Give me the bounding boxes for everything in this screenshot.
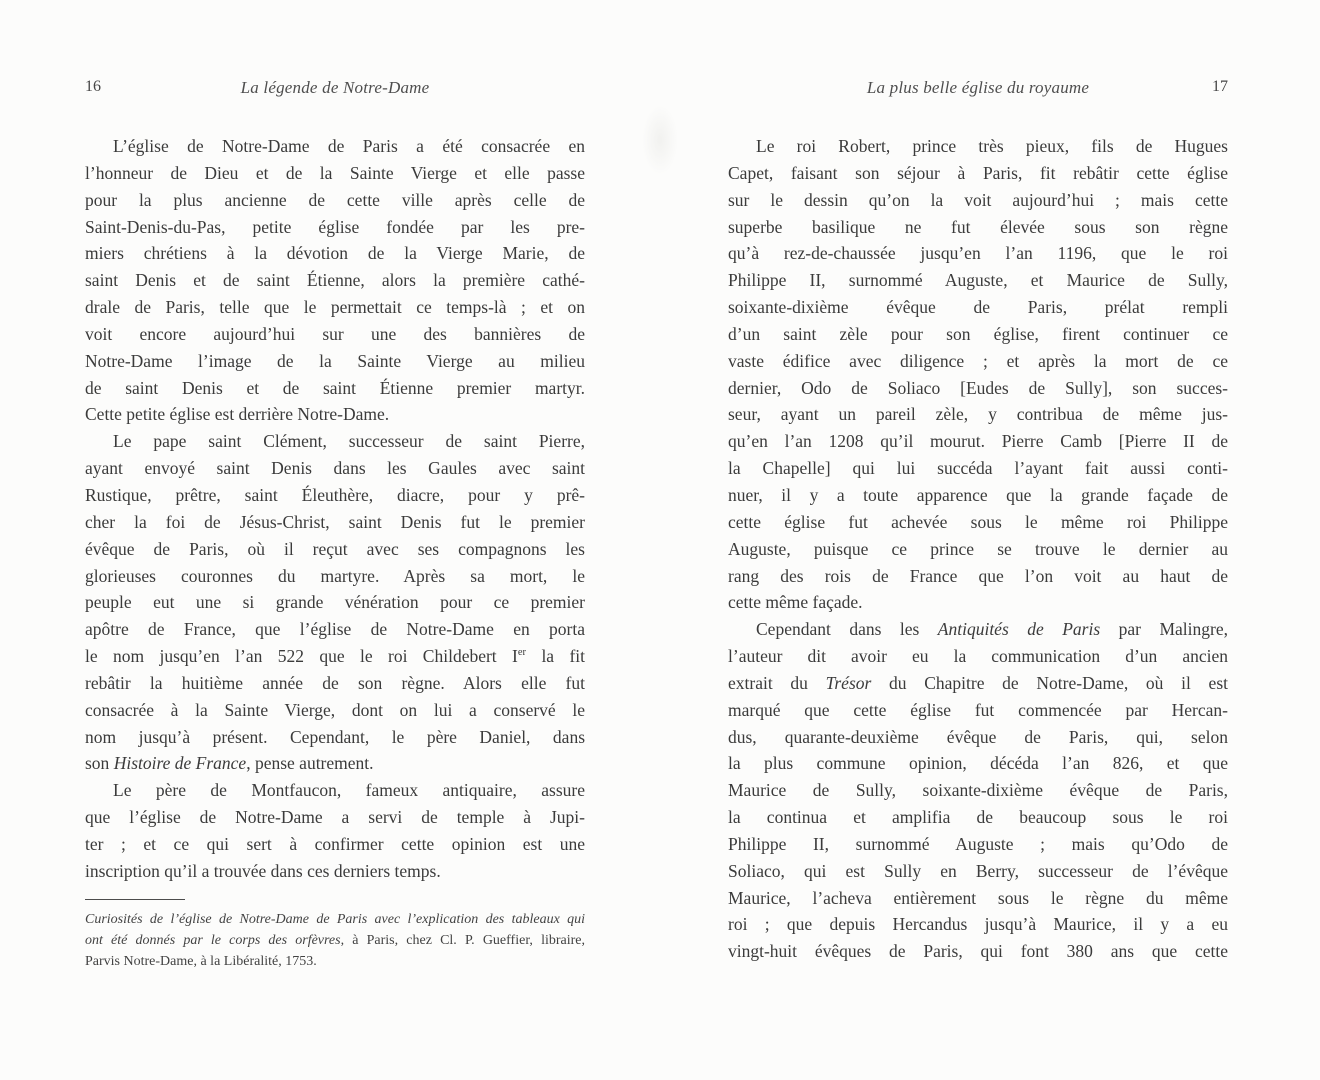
text-line: Auguste, puisque ce prince se trouve le dernier au bbox=[728, 538, 1228, 559]
text-line: Saint-Denis-du-Pas, petite église fondée par les pre- bbox=[85, 216, 585, 237]
text-line: cher la foi de Jésus-Christ, saint Denis fut le premier bbox=[85, 511, 585, 532]
left-page bbox=[85, 78, 585, 973]
text-line: miers chrétiens à la dévotion de la Vierge Marie, de bbox=[85, 243, 585, 264]
text-line: Maurice de Sully, soixante-dixième évêque de Paris, bbox=[728, 780, 1228, 801]
text-line: extrait du Trésor du Chapitre de Notre-Dame, où il est bbox=[728, 672, 1228, 693]
text-line: Cependant dans les Antiquités de Paris par Malingre, bbox=[756, 619, 1228, 640]
page-gutter-shadow bbox=[642, 105, 678, 175]
italic-text: Histoire de France bbox=[113, 753, 247, 774]
footnote-rule bbox=[85, 899, 185, 900]
text-line: Rustique, prêtre, saint Éleuthère, diacre, pour y prê- bbox=[85, 484, 585, 505]
text-line: voit encore aujourd’hui sur une des bannières de bbox=[85, 323, 585, 344]
text-line: nom jusqu’à présent. Cependant, le père Daniel, dans bbox=[85, 726, 585, 747]
right-page-number: 17 bbox=[1212, 78, 1228, 95]
text-line: consacrée à la Sainte Vierge, dont on lui a conservé le bbox=[85, 699, 585, 720]
right-page-body bbox=[728, 133, 1228, 965]
text-line: qu’à rez-de-chaussée jusqu’en l’an 1196, que le roi bbox=[728, 243, 1228, 264]
paragraph bbox=[728, 616, 1228, 965]
text-line: dus, quarante-deuxième évêque de Paris, qui, selon bbox=[728, 726, 1228, 747]
text-line: Le père de Montfaucon, fameux antiquaire, assure bbox=[113, 780, 585, 801]
text-line: Parvis Notre-Dame, à la Libéralité, 1753. bbox=[85, 954, 317, 970]
text-line: Capet, faisant son séjour à Paris, fit rebâtir cette église bbox=[728, 162, 1228, 183]
text-line: Maurice, l’acheva entièrement sous le règne du même bbox=[728, 887, 1228, 908]
paragraph bbox=[728, 133, 1228, 616]
text-line: rebâtir la huitième année de son règne. Alors elle fut bbox=[85, 672, 585, 693]
text-line: soixante-dixième évêque de Paris, prélat rempli bbox=[728, 297, 1228, 318]
text-line: saint Denis et de saint Étienne, alors la première cathé- bbox=[85, 270, 585, 291]
paragraph bbox=[85, 133, 585, 428]
left-page-number: 16 bbox=[85, 78, 101, 95]
text-line: cette église fut achevée sous le même roi Philippe bbox=[728, 511, 1228, 532]
text-line: peuple eut une si grande vénération pour ce premier bbox=[85, 592, 585, 613]
text-line: Philippe II, surnommé Auguste ; mais qu’Odo de bbox=[728, 833, 1228, 854]
left-running-header: La légende de Notre-Dame bbox=[240, 78, 430, 97]
text-line: évêque de Paris, où il reçut avec ses compagnons les bbox=[85, 538, 585, 559]
text-line: Notre-Dame l’image de la Sainte Vierge au milieu bbox=[85, 350, 585, 371]
right-running-header: La plus belle église du royaume bbox=[866, 78, 1090, 97]
text-line: roi ; que depuis Hercandus jusqu’à Maurice, il y a eu bbox=[728, 914, 1228, 935]
text-line: qu’en l’an 1208 qu’il mourut. Pierre Camb [Pierre II de bbox=[728, 431, 1228, 452]
text-line: que l’église de Notre-Dame a servi de temple à Jupi- bbox=[85, 807, 585, 828]
text-line bbox=[85, 909, 585, 930]
superscript-text: er bbox=[517, 647, 527, 659]
text-line: sur le dessin qu’on la voit aujourd’hui ; mais cette bbox=[728, 189, 1228, 210]
italic-text: Trésor bbox=[825, 672, 872, 693]
text-line: drale de Paris, telle que le permettait ce temps-là ; et on bbox=[85, 297, 585, 318]
italic-text: Curiosités de l’église de Notre-Dame de Paris avec l’explication des tableaux qui bbox=[85, 911, 585, 927]
text-line: la Chapelle] qui lui succéda l’ayant fait aussi conti- bbox=[728, 458, 1228, 479]
left-page-header bbox=[85, 78, 585, 100]
footnote-text bbox=[85, 909, 585, 973]
italic-text: ont été donnés par le corps des orfèvres bbox=[85, 932, 341, 948]
text-line: Soliaco, qui est Sully en Berry, successeur de l’évêque bbox=[728, 860, 1228, 881]
text-line: apôtre de France, que l’église de Notre-Dame en porta bbox=[85, 619, 585, 640]
text-line: vingt-huit évêques de Paris, qui font 380 ans que cette bbox=[728, 941, 1228, 962]
text-line: ont été donnés par le corps des orfèvres, à Paris, chez Cl. P. Gueffier, libraire, bbox=[85, 932, 585, 948]
right-page bbox=[728, 78, 1228, 965]
text-line: L’église de Notre-Dame de Paris a été consacrée en bbox=[113, 136, 585, 156]
footnote bbox=[85, 899, 585, 973]
text-line: l’honneur de Dieu et de la Sainte Vierge et elle passe bbox=[85, 162, 585, 183]
left-page-body bbox=[85, 133, 585, 885]
text-line: de saint Denis et de saint Étienne premier martyr. bbox=[85, 377, 585, 398]
text-line: Philippe II, surnommé Auguste, et Maurice de Sully, bbox=[728, 270, 1228, 291]
text-line: nuer, il y a toute apparence que la grande façade de bbox=[728, 484, 1228, 505]
text-line: Le roi Robert, prince très pieux, fils de Hugues bbox=[756, 136, 1228, 156]
text-line: son Histoire de France, pense autrement. bbox=[85, 753, 374, 774]
text-line: rang des rois de France que l’on voit au haut de bbox=[728, 565, 1228, 586]
paragraph bbox=[85, 777, 585, 884]
text-line: dernier, Odo de Soliaco [Eudes de Sully], son succes- bbox=[728, 377, 1228, 398]
text-line: glorieuses couronnes du martyre. Après sa mort, le bbox=[85, 565, 585, 586]
text-line: l’auteur dit avoir eu la communication d’un ancien bbox=[728, 646, 1228, 667]
text-line: seur, ayant un pareil zèle, y contribua de même jus- bbox=[728, 404, 1228, 425]
text-line: la plus commune opinion, décéda l’an 826, et que bbox=[728, 753, 1228, 774]
right-page-header bbox=[728, 78, 1228, 100]
text-line: Le pape saint Clément, successeur de saint Pierre, bbox=[113, 431, 585, 452]
text-line: la continua et amplifia de beaucoup sous le roi bbox=[728, 807, 1228, 828]
italic-text: Antiquités de Paris bbox=[937, 619, 1101, 640]
paragraph bbox=[85, 428, 585, 777]
text-line: d’un saint zèle pour son église, firent continuer ce bbox=[728, 323, 1228, 344]
text-line: superbe basilique ne fut élevée sous son règne bbox=[728, 216, 1228, 237]
text-line: pour la plus ancienne de cette ville après celle de bbox=[85, 189, 585, 210]
text-line: le nom jusqu’en l’an 522 que le roi Childebert Ier la fit bbox=[85, 646, 585, 667]
text-line: Cette petite église est derrière Notre-Dame. bbox=[85, 404, 390, 425]
text-line: vaste édifice avec diligence ; et après la mort de ce bbox=[728, 350, 1228, 371]
text-line: marqué que cette église fut commencée par Hercan- bbox=[728, 699, 1228, 720]
text-line: inscription qu’il a trouvée dans ces derniers temps. bbox=[85, 860, 441, 881]
text-line: cette même façade. bbox=[728, 592, 863, 613]
text-line: ter ; et ce qui sert à confirmer cette opinion est une bbox=[85, 833, 585, 854]
text-line: ayant envoyé saint Denis dans les Gaules avec saint bbox=[85, 458, 585, 479]
